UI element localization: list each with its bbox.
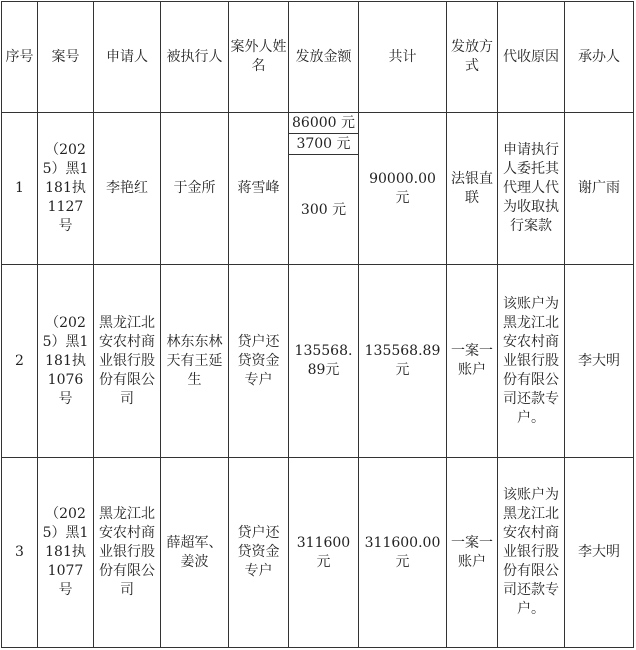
header-case-no: 案号	[38, 2, 94, 113]
header-reason: 代收原因	[498, 2, 565, 113]
cell-outsider: 贷户还贷资金专户	[229, 458, 289, 648]
enforcement-payment-table	[1, 1, 634, 648]
table-row	[2, 458, 634, 648]
header-amount: 发放金额	[289, 2, 359, 113]
cell-respondent: 林东东林天有王延生	[161, 265, 229, 458]
cell-total: 90000.00元	[359, 113, 447, 265]
header-respondent: 被执行人	[161, 2, 229, 113]
cell-respondent: 薛超军、姜波	[161, 458, 229, 648]
cell-applicant: 李艳红	[94, 113, 161, 265]
cell-case-no: （2025）黑1181执1127号	[38, 113, 94, 265]
cell-outsider: 贷户还贷资金专户	[229, 265, 289, 458]
header-row	[2, 2, 634, 113]
header-handler: 承办人	[565, 2, 634, 113]
table-row	[2, 113, 634, 265]
cell-amount: 135568.89元	[289, 265, 359, 458]
header-outsider: 案外人姓名	[229, 2, 289, 113]
header-applicant: 申请人	[94, 2, 161, 113]
amount-part: 3700 元	[289, 134, 358, 155]
cell-total: 311600.00元	[359, 458, 447, 648]
cell-handler: 李大明	[565, 265, 634, 458]
cell-reason: 申请执行人委托其代理人代为收取执行案款	[498, 113, 565, 265]
amount-part: 86000 元	[289, 113, 358, 134]
cell-respondent: 于金所	[161, 113, 229, 265]
cell-case-no: （2025）黑1181执1076号	[38, 265, 94, 458]
cell-total: 135568.89元	[359, 265, 447, 458]
cell-method: 一案一账户	[447, 265, 498, 458]
amount-part: 300 元	[300, 201, 347, 218]
cell-method: 一案一账户	[447, 458, 498, 648]
cell-applicant: 黑龙江北安农村商业银行股份有限公司	[94, 458, 161, 648]
cell-applicant: 黑龙江北安农村商业银行股份有限公司	[94, 265, 161, 458]
cell-seq: 2	[2, 265, 38, 458]
cell-reason: 该账户为黑龙江北安农村商业银行股份有限公司还款专户。	[498, 265, 565, 458]
header-method: 发放方式	[447, 2, 498, 113]
cell-outsider: 蒋雪峰	[229, 113, 289, 265]
table-row	[2, 265, 634, 458]
cell-seq: 3	[2, 458, 38, 648]
cell-handler: 李大明	[565, 458, 634, 648]
cell-method: 法银直联	[447, 113, 498, 265]
cell-handler: 谢广雨	[565, 113, 634, 265]
cell-seq: 1	[2, 113, 38, 265]
header-total: 共计	[359, 2, 447, 113]
cell-amount	[289, 113, 359, 265]
header-seq: 序号	[2, 2, 38, 113]
cell-reason: 该账户为黑龙江北安农村商业银行股份有限公司还款专户。	[498, 458, 565, 648]
cell-case-no: （2025）黑1181执1077号	[38, 458, 94, 648]
amount-stack	[289, 113, 358, 264]
cell-amount: 311600元	[289, 458, 359, 648]
